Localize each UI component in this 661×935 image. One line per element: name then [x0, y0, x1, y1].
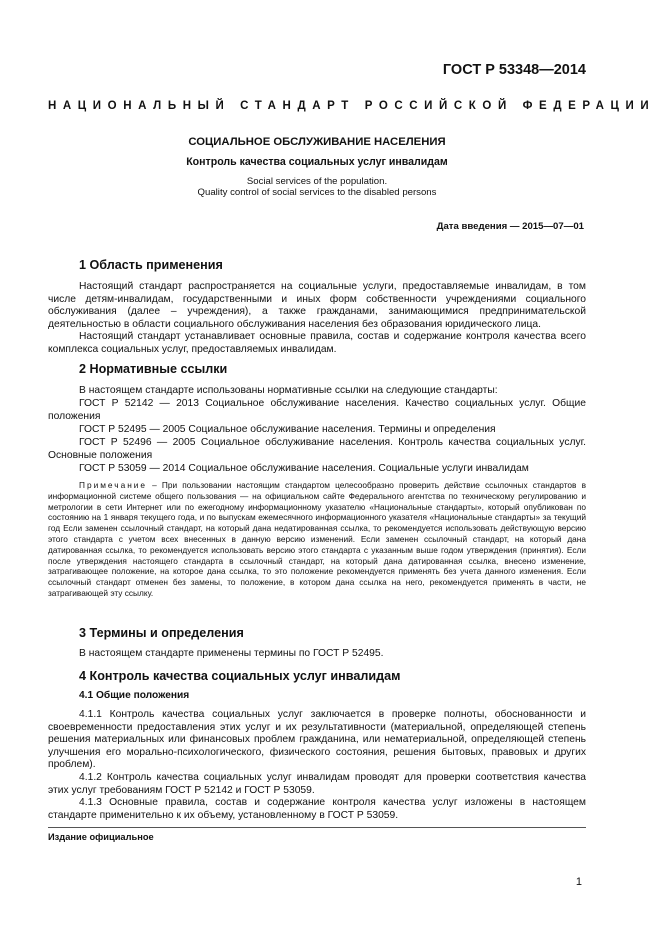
paragraph: Настоящий стандарт распространяется на социальные услуги, предоставляемые инвалидам, в том числе детям-инвалидам, государственными и иных форм собственности учреждениями социального обслуживания (далее – учреждения), а также гражданами, занимающимися предпринимательской деятельностью в области социального обслуживания населения без образования юридического лица. [48, 281, 586, 330]
section-heading-terms: 3 Термины и определения [79, 626, 244, 640]
paragraph: В настоящем стандарте использованы нормативные ссылки на следующие стандарты: [79, 385, 498, 396]
introduction-date: Дата введения — 2015—07—01 [436, 221, 584, 232]
paragraph: 4.1.2 Контроль качества социальных услуг инвалидам проводят для проверки соответствия качества этих услуг требованиям ГОСТ Р 52142 и ГОСТ Р 53059. [48, 771, 586, 796]
section-scope-body [48, 281, 586, 357]
english-title-line2: Quality control of social services to the disabled persons [197, 187, 437, 198]
section-terms-body [48, 648, 586, 661]
subsection-heading-general: 4.1 Общие положения [79, 690, 190, 701]
section-refs-body [48, 384, 586, 475]
paragraph: 4.1.3 Основные правила, состав и содержание контроля качества услуг изложены в настоящем стандарте применительно к их объему, установленному в ГОСТ Р 53059. [48, 797, 586, 821]
paragraph: 4.1.1 Контроль качества социальных услуг заключается в проверке полноты, обоснованности и своевременности предоставления этих услуг и их результативности (материальной, определяющей степень решения материальных или финансовых проблем гражданина, или нематериальной, определяющей степень улучшения его морально-психологического, физического состояния, решения бытовых, правовых и других проблем). [48, 709, 586, 771]
document-subtitle: Контроль качества социальных услуг инвалидам [186, 156, 448, 168]
document-title: СОЦИАЛЬНОЕ ОБСЛУЖИВАНИЕ НАСЕЛЕНИЯ [188, 136, 446, 148]
reference-item: ГОСТ Р 52495 — 2005 Социальное обслуживание населения. Термины и определения [79, 424, 496, 435]
normative-note [48, 480, 586, 599]
official-edition-label: Издание официальное [48, 832, 154, 842]
reference-item: ГОСТ Р 52142 — 2013 Социальное обслуживание населения. Качество социальных услуг. Общие положения [48, 398, 586, 422]
section-quality-body [48, 709, 586, 822]
footer-divider [48, 827, 586, 828]
note-label: Примечание [79, 480, 148, 490]
section-heading-normative-refs: 2 Нормативные ссылки [79, 362, 228, 376]
national-standard-banner: НАЦИОНАЛЬНЫЙ СТАНДАРТ РОССИЙСКОЙ ФЕДЕРАЦИИ [48, 100, 656, 112]
english-title-line1: Social services of the population. [246, 176, 388, 187]
section-heading-quality-control: 4 Контроль качества социальных услуг инвалидам [79, 669, 401, 683]
paragraph: Настоящий стандарт устанавливает основные правила, состав и содержание контроля качества всего комплекса социальных услуг, предоставляемых инвалидам. [48, 331, 586, 355]
paragraph: В настоящем стандарте применены термины по ГОСТ Р 52495. [79, 648, 384, 659]
section-heading-scope: 1 Область применения [79, 258, 223, 272]
gost-identifier: ГОСТ Р 53348—2014 [442, 62, 586, 78]
page-number: 1 [575, 876, 582, 888]
reference-item: ГОСТ Р 53059 — 2014 Социальное обслуживание населения. Социальные услуги инвалидам [79, 463, 529, 474]
reference-item: ГОСТ Р 52496 — 2005 Социальное обслуживание населения. Контроль качества социальных услуг. Основные положения [48, 437, 586, 461]
note-text: – При пользовании настоящим стандартом целесообразно проверить действие ссылочных стандартов в информационной системе общего пользования — на официальном сайте Федерального агентства по техническому регулированию и метрологии в сети Интернет или по ежегодному информационному указателю «Национальные стандарты», который опубликован по состоянию на 1 января текущего года, и по выпускам ежемесячного информационного указателя «Национальные стандарты» за текущий год Если заменен ссылочный стандарт, на который дана недатированная ссылка, то рекомендуется использовать действующую версию этого стандарта с учетом всех внесенных в данную версию изменений. Если заменен ссылочный стандарт, на который дана датированная ссылка, то рекомендуется использовать версию этого стандарта с указанным выше годом утверждения (принятия). Если после утверждения настоящего стандарта в ссылочный стандарт, на который дана датированная ссылка, внесено изменение, затрагивающее положение, на которое дана ссылка, то это положение рекомендуется применять без учета данного изменения. Если ссылочный стандарт отменен без замены, то положение, в котором дана ссылка на него, рекомендуется применять в части, не затрагивающей эту ссылку. [48, 480, 586, 598]
